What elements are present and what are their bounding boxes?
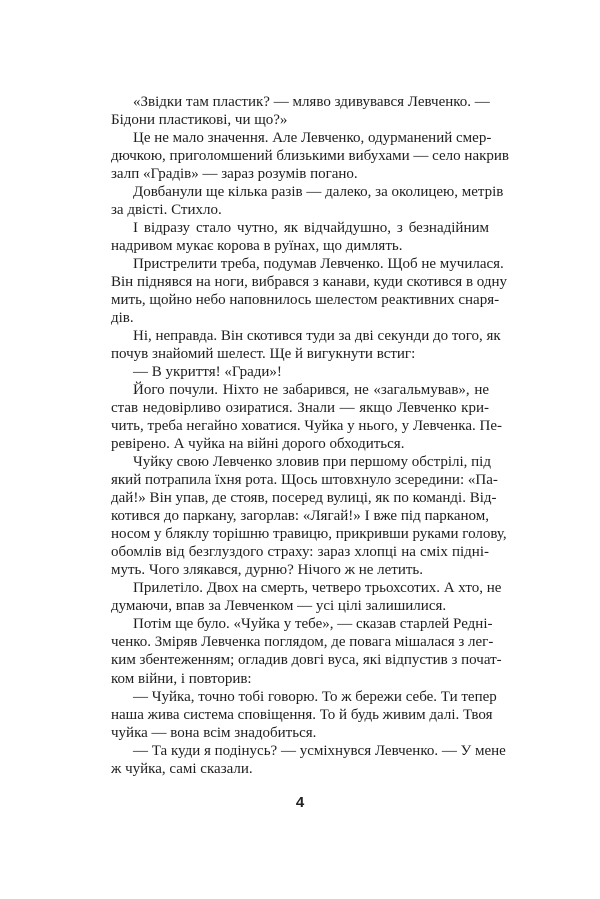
text-line: — Та куди я подінусь? — усміхнувся Левченко. — У мене bbox=[133, 742, 506, 759]
text-line: Потім ще було. «Чуйка у тебе», — сказав старлей Редні- bbox=[133, 616, 493, 633]
text-line: став недовірливо озиратися. Знали — якщо Левченко кри- bbox=[111, 400, 489, 417]
text-line: наша жива система сповіщення. То й будь живим далі. Твоя bbox=[111, 706, 493, 723]
text-line: Прилетіло. Двох на смерть, четверо трьохсотих. А хто, не bbox=[133, 580, 502, 597]
text-line: Чуйку свою Левченко зловив при першому обстрілі, під bbox=[133, 454, 491, 471]
paragraph bbox=[111, 129, 509, 183]
text-line: який потрапила їхня рота. Щось штовхнуло зсередини: «Па- bbox=[111, 472, 498, 489]
text-line: ревірено. А чуйка на війні дорого обходиться. bbox=[111, 436, 405, 453]
text-line: носом у бляклу торішню травицю, прикривши руками голову, bbox=[111, 526, 507, 543]
text-line: І відразу стало чутно, як відчайдушно, з безнадійним bbox=[133, 220, 489, 237]
text-line: Ні, неправда. Він скотився туди за дві секунди до того, як bbox=[133, 328, 501, 345]
text-line: за двісті. Стихло. bbox=[111, 202, 222, 219]
text-line: обомлів від безглуздого страху: зараз хлопці на сміх підні- bbox=[111, 544, 489, 561]
page-number: 4 bbox=[295, 794, 305, 811]
text-line: дай!» Він упав, де стояв, посеред вулиці, як по команді. Від- bbox=[111, 490, 497, 507]
paragraph bbox=[111, 327, 501, 363]
text-line: — Чуйка, точно тобі говорю. То ж бережи себе. Ти тепер bbox=[133, 688, 497, 705]
text-line: Довбанули ще кілька разів — далеко, за околицею, метрів bbox=[133, 184, 504, 201]
paragraph bbox=[111, 363, 489, 381]
text-line: муть. Чого злякався, дурню? Нічого ж не летить. bbox=[111, 562, 424, 579]
text-line: Це не мало значення. Але Левченко, одурманений смер- bbox=[133, 130, 492, 147]
text-line: Його почули. Ніхто не забарився, не «загальмував», не bbox=[133, 382, 489, 399]
paragraph bbox=[111, 183, 504, 219]
text-line: мить, щойно небо наповнилось шелестом реактивних снаря- bbox=[111, 292, 500, 309]
text-line: ж чуйка, самі сказали. bbox=[111, 760, 253, 777]
body-text bbox=[111, 93, 509, 778]
text-line: котився до паркану, загорлав: «Лягай!» І вже під парканом, bbox=[111, 508, 489, 525]
paragraph bbox=[111, 615, 502, 687]
text-line: ком війни, і повторив: bbox=[111, 670, 252, 687]
paragraph bbox=[111, 219, 489, 255]
paragraph bbox=[111, 688, 497, 742]
text-line: — В укриття! «Гради»! bbox=[133, 364, 282, 381]
paragraph bbox=[111, 579, 502, 615]
text-line: Пристрелити треба, подумав Левченко. Щоб не мучилася. bbox=[133, 256, 504, 273]
text-line: ким збентеженням; огладив довгі вуса, які відпустив з почат- bbox=[111, 652, 502, 669]
text-line: чить, треба негайно ховатися. Чуйка у нього, у Левченка. Пе- bbox=[111, 418, 502, 435]
paragraph bbox=[111, 381, 502, 453]
text-line: дючкою, приголомшений близькими вибухами — село накрив bbox=[111, 148, 509, 165]
paragraph bbox=[111, 742, 506, 778]
text-line: «Звідки там пластик? — мляво здивувався Левченко. — bbox=[133, 94, 490, 110]
text-line: почув знайомий шелест. Ще й вигукнути встиг: bbox=[111, 346, 416, 363]
text-line: Він піднявся на ноги, вибрався з канави, куди скотився в одну bbox=[111, 274, 508, 291]
text-line: залп «Градів» — зараз розумів погано. bbox=[111, 166, 358, 183]
text-line: дів. bbox=[111, 310, 134, 327]
text-line: чуйка — вона всім знадобиться. bbox=[111, 724, 317, 741]
text-line: ченко. Зміряв Левченка поглядом, де повага мішалася з лег- bbox=[111, 634, 494, 651]
paragraph bbox=[111, 255, 508, 327]
paragraph bbox=[111, 93, 489, 129]
text-line: Бідони пластикові, чи що?» bbox=[111, 112, 288, 129]
text-line: думаючи, впав за Левченком — усі цілі залишилися. bbox=[111, 598, 447, 615]
text-line: надривом мукає корова в руїнах, що димлять. bbox=[111, 238, 403, 255]
paragraph bbox=[111, 453, 507, 579]
